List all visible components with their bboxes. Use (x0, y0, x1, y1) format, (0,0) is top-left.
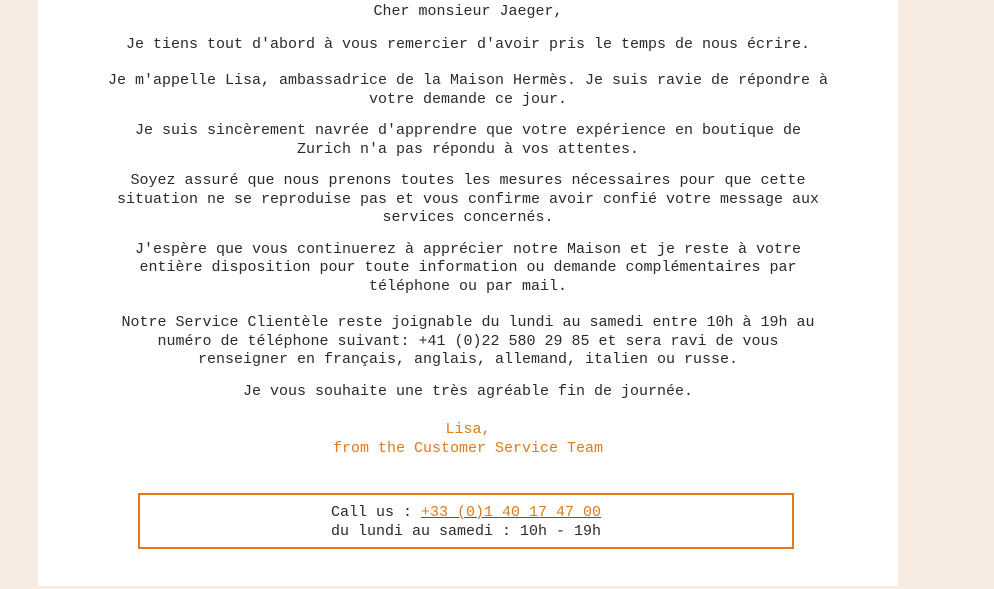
call-us-line (140, 504, 792, 523)
signature-name: Lisa, (445, 421, 491, 438)
paragraph-apology: Je suis sincèrement navrée d'apprendre que votre expérience en boutique de Zurich n'a pas répondu à vos attentes. (134, 122, 802, 158)
paragraph-introduction: Je m'appelle Lisa, ambassadrice de la Maison Hermès. Je suis ravie de répondre à votre demande ce jour. (107, 72, 829, 108)
greeting: Cher monsieur Jaeger, (373, 3, 563, 20)
email-card (38, 0, 898, 586)
paragraph-thanks: Je tiens tout d'abord à vous remercier d'avoir pris le temps de nous écrire. (125, 35, 811, 53)
call-us-label: Call us : (330, 504, 421, 521)
paragraph-assurance: Soyez assuré que nous prenons toutes les mesures nécessaires pour que cette situation ne se reproduise pas et vous confirme avoir confié votre message aux services concernés. (116, 172, 820, 226)
paragraph-disposition: J'espère que vous continuerez à apprécier notre Maison et je reste à votre entière disposition pour toute information ou demande complémentaires par téléphone ou par mail. (134, 240, 802, 295)
phone-link[interactable]: +33 (0)1 40 17 47 00 (420, 504, 602, 521)
opening-hours: du lundi au samedi : 10h - 19h (330, 522, 602, 540)
closing-line: Je vous souhaite une très agréable fin de journée. (242, 382, 694, 400)
call-us-box (138, 493, 794, 549)
paragraph-customer-service: Notre Service Clientèle reste joignable du lundi au samedi entre 10h à 19h au numéro de téléphone suivant: +41 (0)22 580 29 85 et sera ravi de vous renseigner en français, anglais, allemand, italien ou russe. (121, 314, 815, 368)
signature-team: from the Customer Service Team (332, 439, 604, 457)
email-body (38, 3, 898, 458)
